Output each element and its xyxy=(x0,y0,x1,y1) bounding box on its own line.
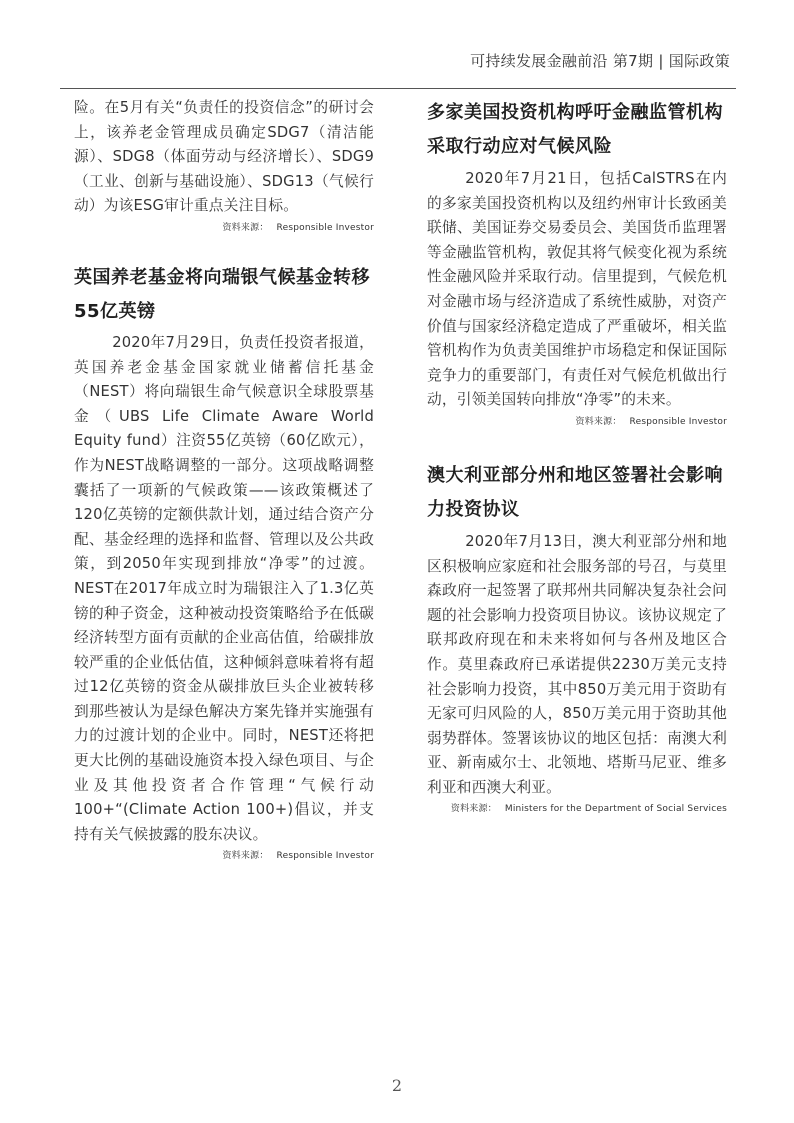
article-body-uk-pension: 2020年7月29日，负责任投资者报道，英国养老金基金国家就业储蓄信托基金（NEST）将向瑞银生命气候意识全球股票基金（UBS Life Climate Aware World Equity fund）注资55亿英镑（60亿欧元），作为NEST战略调整的一部分。这项战略调整囊括了一项新的气候政策——该政策概述了120亿英镑的定额供款计划，通过结合资产分配、基金经理的选择和监督、管理以及公共政策，到2050年实现到排放“净零”的过渡。NEST在2017年成立时为瑞银注入了1.3亿英镑的种子资金，这种被动投资策略给予在低碳经济转型方面有贡献的企业高估值，给碳排放较严重的企业低估值，这种倾斜意味着将有超过12亿英镑的资金从碳排放巨头企业被转移到那些被认为是绿色解决方案先锋并实施强有力的过渡计划的企业中。同时，NEST还将把更大比例的基础设施资本投入绿色项目、与企业及其他投资者合作管理“气候行动100+“(Climate Action 100+)倡议，并支持有关气候披露的股东决议。 xyxy=(74,333,374,843)
page-number: 2 xyxy=(391,1076,403,1095)
source-label: 资料来源： xyxy=(222,222,269,233)
source-name: Responsible Investor xyxy=(629,416,727,427)
continuation-source xyxy=(74,221,374,235)
article-body-us-investors: 2020年7月21日，包括CalSTRS在内的多家美国投资机构以及纽约州审计长致函美联储、美国证券交易委员会、美国货币监理署等金融监管机构，敦促其将气候变化视为系统性金融风险并采取行动。信里提到，气候危机对金融市场与经济造成了系统性威胁，对资产价值与国家经济稳定造成了严重破坏，相关监管机构作为负责美国维护市场稳定和保证国际竞争力的重要部门，有责任对气候危机做出行动，引领美国转向排放“净零”的未来。 xyxy=(427,170,727,409)
source-name: Responsible Investor xyxy=(276,851,374,862)
source-name: Ministers for the Department of Social Services xyxy=(504,804,727,815)
right-column xyxy=(427,96,727,816)
page-header: 可持续发展金融前沿 第7期 | 国际政策 xyxy=(470,52,730,70)
article-source-australia xyxy=(427,802,727,816)
header-divider xyxy=(60,88,736,89)
article-title-uk-pension: 英国养老基金将向瑞银气候基金转移55亿英镑 xyxy=(74,266,370,322)
article-body-australia: 2020年7月13日，澳大利亚部分州和地区积极响应家庭和社会服务部的号召，与莫里森政府一起签署了联邦州共同解决复杂社会问题的社会影响力投资项目协议。该协议规定了联邦政府现在和未来将如何与各州及地区合作。莫里森政府已承诺提供2230万美元支持社会影响力投资，其中850万美元用于资助有无家可归风险的人，850万美元用于资助其他弱势群体。签署该协议的地区包括：南澳大利亚、新南威尔士、北领地、塔斯马尼亚、维多利亚和西澳大利亚。 xyxy=(427,532,727,796)
continuation-paragraph: 险。在5月有关“负责任的投资信念”的研讨会上，该养老金管理成员确定SDG7（清洁能源）、SDG8（体面劳动与经济增长）、SDG9（工业、创新与基础设施）、SDG13（气候行动）为该ESG审计重点关注目标。 xyxy=(74,99,374,215)
article-source-uk-pension xyxy=(74,849,374,863)
source-name: Responsible Investor xyxy=(276,222,374,233)
left-column xyxy=(74,96,374,863)
article-title-australia: 澳大利亚部分州和地区签署社会影响力投资协议 xyxy=(427,464,723,520)
source-label: 资料来源： xyxy=(575,416,622,427)
article-source-us-investors xyxy=(427,415,727,429)
source-label: 资料来源： xyxy=(450,804,497,815)
article-title-us-investors: 多家美国投资机构呼吁金融监管机构采取行动应对气候风险 xyxy=(427,102,723,157)
source-label: 资料来源： xyxy=(222,851,269,862)
